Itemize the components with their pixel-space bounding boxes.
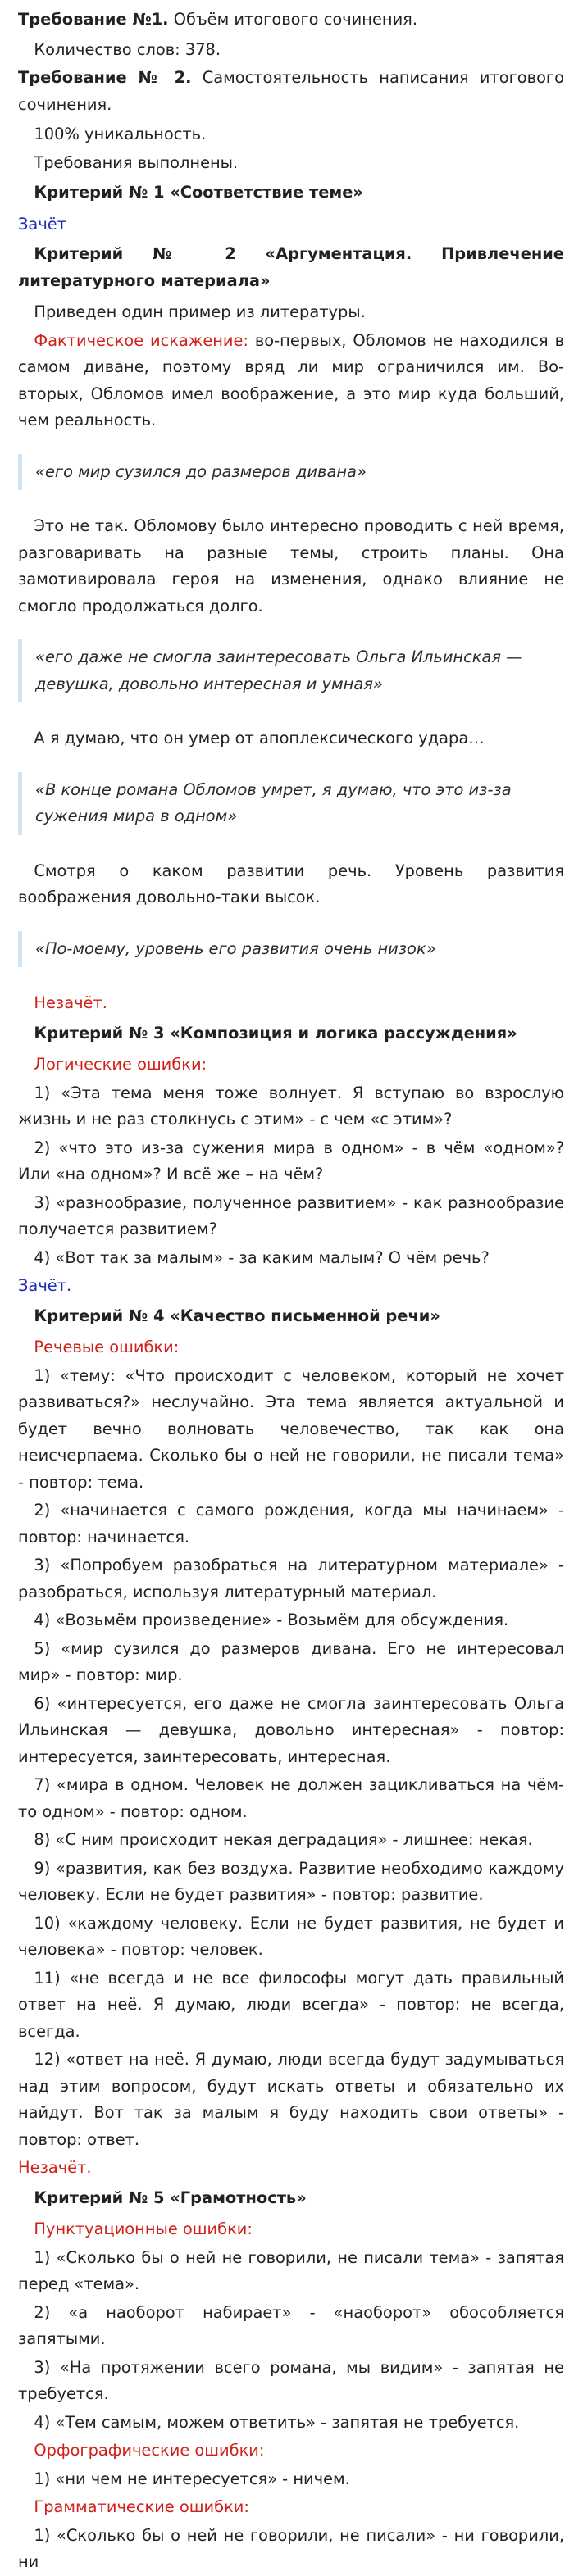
requirement-2-text: Самостоятельность написания итогового сочинения. <box>18 68 564 114</box>
speech-error-item: 1) «тему: «Что происходит с человеком, который не хочет развиваться?» неслучайно. Эта тема является актуальной и будет вечно волновать человечество, так как она неисчерпаема. Сколько бы о ней не говорили, не писали тема» - повтор: тема. <box>18 1365 564 1492</box>
grammar-errors-label: Грамматические ошибки: <box>34 2497 249 2516</box>
criterion-3-result: Зачёт. <box>18 1276 72 1295</box>
comment-1: Это не так. Обломову было интересно проводить с ней время, разговаривать на разные темы, строить планы. Она замотивировала героя на изменения, однако влияние не смогло продолжаться долго. <box>18 516 564 616</box>
one-example-note: Приведен один пример из литературы. <box>34 302 366 321</box>
orthography-errors-label: Орфографические ошибки: <box>34 2441 265 2460</box>
speech-error-item: 7) «мира в одном. Человек не должен зацикливаться на чём-то одном» - повтор: одном. <box>18 1775 564 1821</box>
requirement-1-label: Требование №1. <box>18 10 169 29</box>
logic-errors-label: Логические ошибки: <box>34 1055 207 1074</box>
requirement-2-label: Требование № 2. <box>18 68 192 87</box>
criterion-4-result: Незачёт. <box>18 2158 92 2177</box>
quote-3: «В конце романа Обломов умрет, я думаю, что это из-за сужения мира в одном» <box>18 772 564 835</box>
grammar-error-item: 1) «Сколько бы о ней не говорили, не писали» - ни говорили, ни <box>18 2525 564 2571</box>
quote-2: «его даже не смогла заинтересовать Ольга Ильинская — девушка, довольно интересная и умная» <box>18 639 564 702</box>
quote-4: «По-моему, уровень его развития очень низок» <box>18 931 564 968</box>
comment-2: А я думаю, что он умер от апоплексического удара… <box>34 729 485 747</box>
criterion-3-heading: Критерий № 3 «Композиция и логика рассуждения» <box>34 1023 517 1043</box>
speech-error-item: 2) «начинается с самого рождения, когда мы начинаем» - повтор: начинается. <box>18 1501 564 1547</box>
speech-error-item: 8) «С ним происходит некая деградация» - лишнее: некая. <box>34 1830 533 1849</box>
comment-3: Смотря о каком развитии речь. Уровень развития воображения довольно-таки высок. <box>18 861 564 906</box>
uniqueness: 100% уникальность. <box>34 125 207 143</box>
speech-error-item: 6) «интересуется, его даже не смогла заинтересовать Ольга Ильинская — девушка, довольно интересная» - повтор: интересуется, заинтересовать, интересная. <box>18 1693 564 1766</box>
speech-error-item: 11) «не всегда и не все философы могут дать правильный ответ на неё. Я думаю, люди всегда» - повтор: не всегда, всегда. <box>18 1968 564 2041</box>
quote-1: «его мир сузился до размеров дивана» <box>18 454 564 491</box>
speech-error-item: 12) «ответ на неё. Я думаю, люди всегда будут задумываться над этим вопросом, будут искать ответы и обязательно их найдут. Вот так за малым я буду находить свои ответы» - повтор: ответ. <box>18 2050 564 2149</box>
speech-error-item: 9) «развития, как без воздуха. Развитие необходимо каждому человеку. Если не будет развития» - повтор: развитие. <box>18 1858 564 1904</box>
criterion-5-heading: Критерий № 5 «Грамотность» <box>34 2188 307 2207</box>
speech-error-item: 5) «мир сузился до размеров дивана. Его не интересовал мир» - повтор: мир. <box>18 1638 564 1684</box>
punctuation-error-item: 3) «На протяжении всего романа, мы видим» - запятая не требуется. <box>18 2357 564 2403</box>
punctuation-error-item: 4) «Тем самым, можем ответить» - запятая не требуется. <box>34 2412 520 2432</box>
criterion-2-result: Незачёт. <box>34 993 107 1012</box>
punctuation-error-item: 1) «Сколько бы о ней не говорили, не писали тема» - запятая перед «тема». <box>18 2247 564 2293</box>
speech-errors-label: Речевые ошибки: <box>34 1338 180 1356</box>
criterion-4-heading: Критерий № 4 «Качество письменной речи» <box>34 1306 440 1325</box>
criterion-1-heading: Критерий № 1 «Соответствие теме» <box>34 183 363 202</box>
factual-distortion-label: Фактическое искажение: <box>34 330 248 350</box>
speech-error-item: 4) «Возьмём произведение» - Возьмём для обсуждения. <box>34 1611 509 1629</box>
factual-distortion-text: во-первых, Обломов не находился в самом диване, поэтому вряд ли мир ограничился им. Во-вторых, Обломов имел воображение, а это мир куда больший, чем реальность. <box>18 330 564 429</box>
requirements-met: Требования выполнены. <box>34 152 239 172</box>
logic-error-item: 2) «что это из-за сужения мира в одном» - в чём «одном»? Или «на одном»? И всё же – на чём? <box>18 1138 564 1184</box>
punctuation-error-item: 2) «а наоборот набирает» - «наоборот» обособляется запятыми. <box>18 2302 564 2348</box>
logic-error-item: 1) «Эта тема меня тоже волнует. Я вступаю во взрослую жизнь и не раз столкнусь с этим» - с чем «с этим»? <box>18 1083 564 1129</box>
speech-error-item: 3) «Попробуем разобраться на литературном материале» - разобраться, используя литературный материал. <box>18 1556 564 1601</box>
criterion-2-heading: Критерий № 2 «Аргументация. Привлечение литературного материала» <box>18 244 564 290</box>
requirement-1-text: Объём итогового сочинения. <box>173 10 417 29</box>
criterion-1-result: Зачёт <box>18 214 66 234</box>
orthography-error-item: 1) «ни чем не интересуется» - ничем. <box>34 2469 350 2488</box>
requirement-2 <box>18 65 564 118</box>
logic-error-item: 4) «Вот так за малым» - за каким малым? О чём речь? <box>34 1247 490 1267</box>
speech-error-item: 10) «каждому человеку. Если не будет развития, не будет и человека» - повтор: человек. <box>18 1913 564 1959</box>
logic-error-item: 3) «разнообразие, полученное развитием» - как разнообразие получается развитием? <box>18 1193 564 1238</box>
requirement-1 <box>18 7 564 34</box>
punctuation-errors-label: Пунктуационные ошибки: <box>34 2219 253 2238</box>
factual-distortion <box>18 328 564 434</box>
word-count: Количество слов: 378. <box>34 39 221 59</box>
